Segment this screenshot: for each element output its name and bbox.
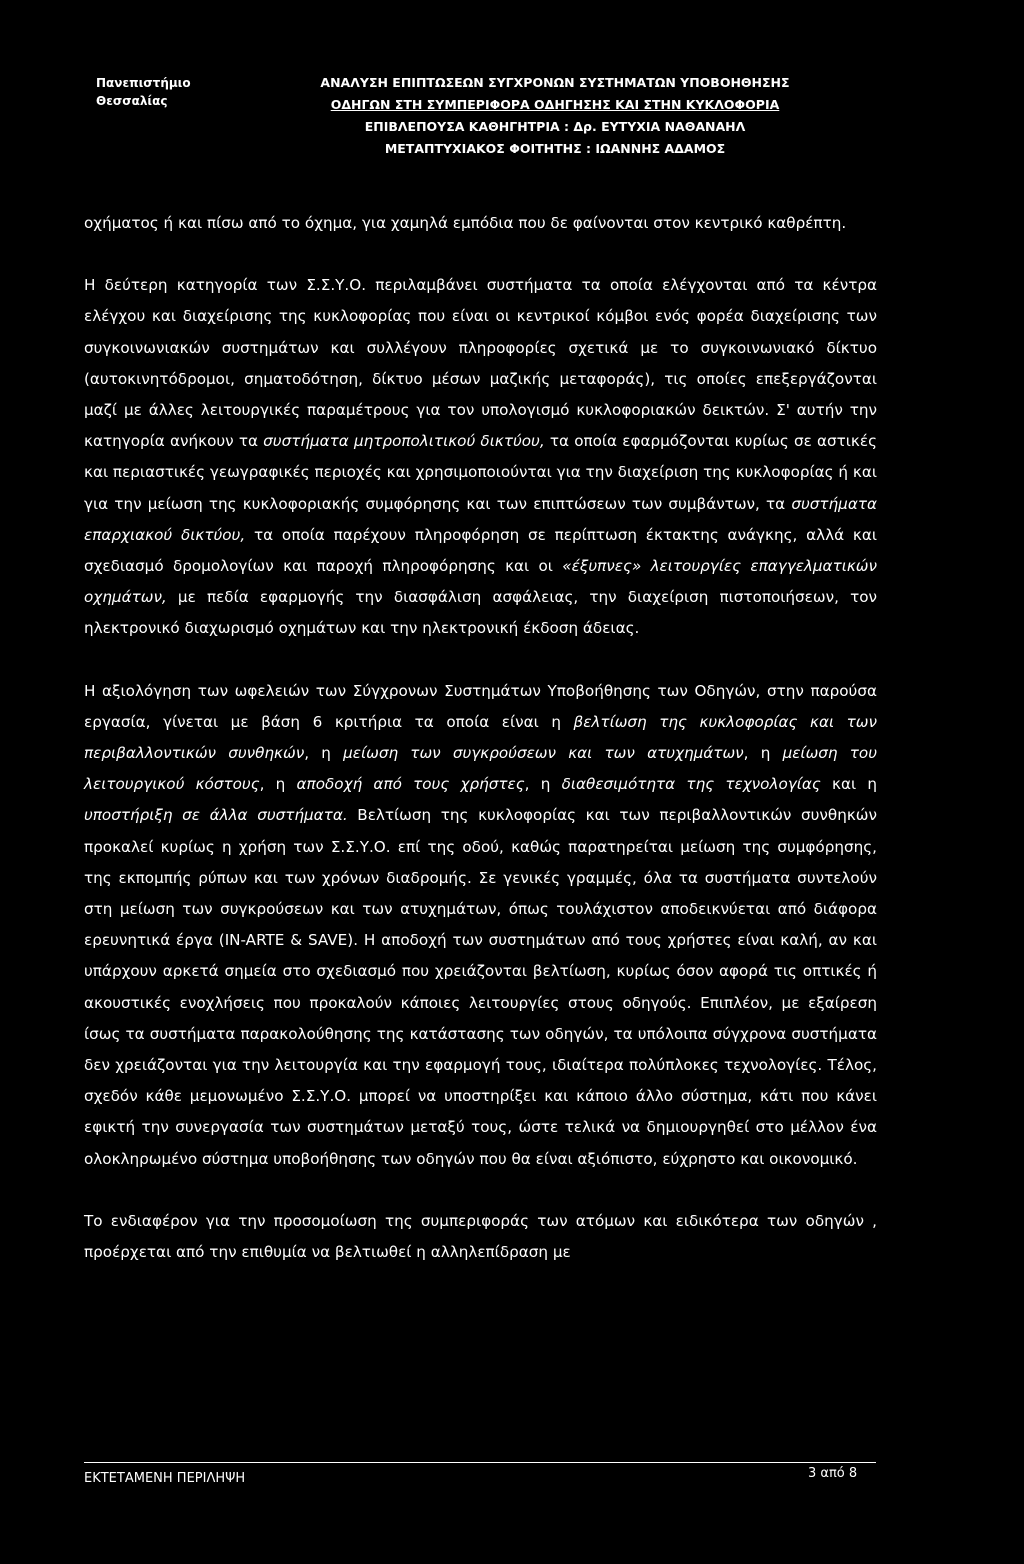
p2-text-a: Η δεύτερη κατηγορία των Σ.Σ.Υ.Ο. περιλαμβάνει συστήματα τα οποία ελέγχονται από τα κέντρα ελέγχου και διαχείρισης της κυκλοφορίας που είναι οι κεντρικοί κόμβοι ενός φορέα διαχείρισης των συγκοινωνιακών συστημάτων και συλλέγουν πληροφορίες σχετικά με το συγκοινωνιακό δίκτυο (αυτοκινητόδρομοι, σηματοδότηση, δίκτυο μέσων μαζικής μεταφοράς), τις οποίες επεξεργάζονται μαζί με άλλες λειτουργικές παραμέτρους για τον υπολογισμό κυκλοφοριακών δεικτών. Σ' αυτήν την κατηγορία ανήκουν τα bbox=[84, 276, 877, 451]
student-line: ΜΕΤΑΠΤΥΧΙΑΚΟΣ ΦΟΙΤΗΤΗΣ : ΙΩΑΝΝΗΣ ΑΔΑΜΟΣ bbox=[384, 141, 726, 156]
supervisor-line: ΕΠΙΒΛΕΠΟΥΣΑ ΚΑΘΗΓΗΤΡΙΑ : Δρ. ΕΥΤΥΧΙΑ ΝΑΘΑΝΑΗΛ bbox=[364, 119, 746, 134]
thesis-title-line-2: ΟΔΗΓΩΝ ΣΤΗ ΣΥΜΠΕΡΙΦΟΡΑ ΟΔΗΓΗΣΗΣ ΚΑΙ ΣΤΗΝ ΚΥΚΛΟΦΟΡΙΑ bbox=[330, 97, 780, 112]
p3-emphasis-2: μείωση των συγκρούσεων και των ατυχημάτων bbox=[343, 744, 744, 763]
p3-text-b: Βελτίωση της κυκλοφορίας και των περιβαλλοντικών συνθηκών προκαλεί κυρίως η χρήση των Σ.Σ.Υ.Ο. επί της οδού, καθώς παρατηρείται μείωση της συμφόρησης, της εκπομπής ρύπων και των χρόνων διαδρομής. Σε γενικές γραμμές, όλα τα συστήματα συντελούν στη μείωση των συγκρούσεων και των ατυχημάτων, όπως τουλάχιστον αποδεικνύεται από διάφορα ερευνητικά έργα (IN-ARTE & SAVE). Η αποδοχή των συστημάτων από τους χρήστες είναι καλή, αν και υπάρχουν αρκετά σημεία στο σχεδιασμό που χρειάζονται βελτίωση, κυρίως όσον αφορά τις οπτικές ή ακουστικές ενοχλήσεις που προκαλούν κάποιες λειτουργίες στους οδηγούς. Επιπλέον, με εξαίρεση ίσως τα συστήματα παρακολούθησης της κατάστασης των οδηγών, τα υπόλοιπα σύγχρονα συστήματα δεν χρειάζονται για την λειτουργία και την εφαρμογή τους, ιδιαίτερα πολύπλοκες τεχνολογίες. Τέλος, σχεδόν κάθε μεμονωμένο Σ.Σ.Υ.Ο. μπορεί να υποστηρίξει και κάποιο άλλο σύστημα, κάτι που κάνει εφικτή την συνεργασία των συστημάτων μεταξύ τους, ώστε τελικά να δημιουργηθεί στο μέλλον ένα ολοκληρωμένο σύστημα υποβοήθησης των οδηγών που θα είναι αξιόπιστο, εύχρηστο και οικονομικό. bbox=[84, 806, 877, 1168]
paragraph-2 bbox=[84, 270, 877, 644]
footer-divider bbox=[84, 1462, 876, 1463]
p3-emphasis-5: διαθεσιμότητα της τεχνολογίας bbox=[561, 775, 821, 794]
p3-emphasis-6: υποστήριξη σε άλλα συστήματα. bbox=[84, 806, 348, 825]
p3-sep-1: , η bbox=[304, 744, 344, 763]
p2-text-b: τα οποία εφαρμόζονται κυρίως σε αστικές και περιαστικές γεωγραφικές περιοχές και χρησιμοποιούνται για την διαχείριση της κυκλοφορίας ή και για την μείωση της κυκλοφοριακής συμφόρησης και των επιπτώσεων των συμβάντων, τα bbox=[84, 432, 877, 513]
p3-emphasis-1: βελτίωση της κυκλοφορίας και των περιβαλλοντικών συνθηκών bbox=[84, 712, 877, 763]
p2-text-c: τα οποία παρέχουν πληροφόρηση σε περίπτωση έκτακτης ανάγκης, αλλά και σχεδιασμό δρομολογίων και παροχή πληροφόρησης και οι bbox=[84, 525, 877, 576]
footer-label: ΕΚΤΕΤΑΜΕΝΗ ΠΕΡΙΛΗΨΗ bbox=[84, 1471, 246, 1486]
p2-emphasis-3: «έξυπνες» λειτουργίες επαγγελματικών οχημάτων, bbox=[84, 557, 877, 607]
institution-line-1: Πανεπιστήμιο bbox=[96, 76, 191, 90]
header-title-block bbox=[205, 72, 905, 160]
thesis-title-line-1: ΑΝΑΛΥΣΗ ΕΠΙΠΤΩΣΕΩΝ ΣΥΓΧΡΟΝΩΝ ΣΥΣΤΗΜΑΤΩΝ ΥΠΟΒΟΗΘΗΣΗΣ bbox=[320, 75, 790, 90]
p2-emphasis-2: συστήματα επαρχιακού δικτύου, bbox=[84, 494, 877, 544]
p3-text-a: Η αξιολόγηση των ωφελειών των Σύγχρονων Συστημάτων Υποβοήθησης των Οδηγών, στην παρούσα εργασία, γίνεται με βάση 6 κριτήρια τα οποία είναι η bbox=[84, 681, 877, 731]
p2-emphasis-1: συστήματα μητροπολιτικού δικτύου, bbox=[263, 432, 545, 451]
p3-sep-5: και η bbox=[820, 775, 878, 794]
institution-line-2: Θεσσαλίας bbox=[96, 94, 168, 108]
paragraph-1: οχήματος ή και πίσω από το όχημα, για χαμηλά εμπόδια που δε φαίνονται στον κεντρικό καθρέπτη. bbox=[84, 214, 847, 232]
p3-emphasis-3: μείωση του λειτουργικού κόστους bbox=[84, 744, 877, 794]
p3-sep-2: , η bbox=[743, 744, 783, 763]
p3-sep-3: , η bbox=[259, 775, 297, 794]
document-body bbox=[84, 208, 877, 1268]
page-number: 3 από 8 bbox=[808, 1466, 858, 1481]
p3-emphasis-4: αποδοχή από τους χρήστες bbox=[296, 775, 525, 794]
p2-text-d: με πεδία εφαρμογής την διασφάλιση ασφάλειας, την διαχείριση πιστοποιήσεων, τον ηλεκτρονικό διαχωρισμό οχημάτων και την ηλεκτρονική έκδοση άδειας. bbox=[84, 588, 877, 638]
paragraph-3 bbox=[84, 676, 877, 1175]
header-institution bbox=[96, 72, 191, 112]
paragraph-4: Το ενδιαφέρον για την προσομοίωση της συμπεριφοράς των ατόμων και ειδικότερα των οδηγών , προέρχεται από την επιθυμία να βελτιωθεί η αλληλεπίδραση με bbox=[84, 1211, 877, 1262]
p3-sep-4: , η bbox=[524, 775, 562, 794]
